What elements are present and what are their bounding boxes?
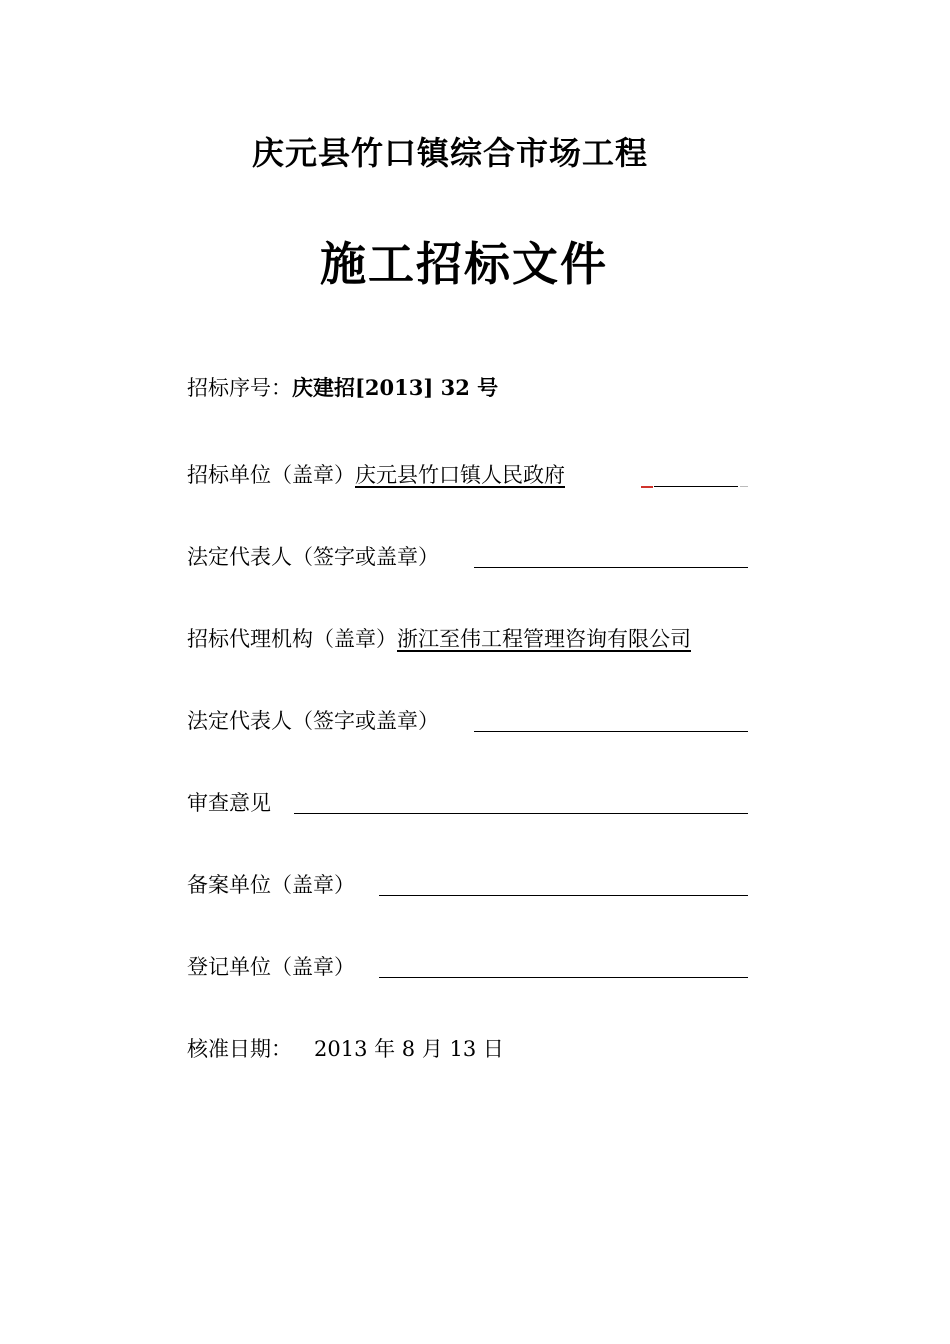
tenderer-rep-blank-line <box>474 567 748 568</box>
registration-unit-label: 登记单位（盖章） <box>187 955 355 979</box>
agency-rep-row <box>187 707 439 735</box>
bid-number-value: 庆建招[2013] 32 号 <box>292 375 499 400</box>
review-label: 审查意见 <box>187 791 271 815</box>
agency-value: 浙江至伟工程管理咨询有限公司 <box>397 627 691 651</box>
registration-unit-blank-line <box>379 977 748 978</box>
bid-number-row <box>187 374 498 402</box>
tenderer-blank-tail <box>740 486 748 487</box>
review-row <box>187 789 271 817</box>
project-name: 庆元县竹口镇综合市场工程 <box>251 134 648 172</box>
agency-row <box>187 625 691 653</box>
approval-date-row <box>187 1035 504 1063</box>
approval-date-label: 核准日期： <box>187 1037 292 1061</box>
tenderer-rep-label: 法定代表人（签字或盖章） <box>187 545 439 569</box>
filing-unit-row <box>187 871 355 899</box>
agency-rep-label: 法定代表人（签字或盖章） <box>187 709 439 733</box>
agency-rep-blank-line <box>474 731 748 732</box>
agency-label: 招标代理机构（盖章） <box>187 627 397 651</box>
registration-unit-row <box>187 953 355 981</box>
tenderer-label: 招标单位（盖章） <box>187 463 355 487</box>
approval-date-value: 2013 年 8 月 13 日 <box>314 1037 504 1061</box>
filing-unit-label: 备案单位（盖章） <box>187 873 355 897</box>
bid-number-label: 招标序号： <box>187 376 292 400</box>
tenderer-row <box>187 461 565 489</box>
tenderer-rep-row <box>187 543 439 571</box>
tenderer-value: 庆元县竹口镇人民政府 <box>355 463 565 487</box>
filing-unit-blank-line <box>379 895 748 896</box>
review-blank-line <box>294 813 748 814</box>
document-title: 施工招标文件 <box>320 237 608 291</box>
red-mark <box>641 486 653 488</box>
tenderer-blank-line <box>654 486 738 487</box>
